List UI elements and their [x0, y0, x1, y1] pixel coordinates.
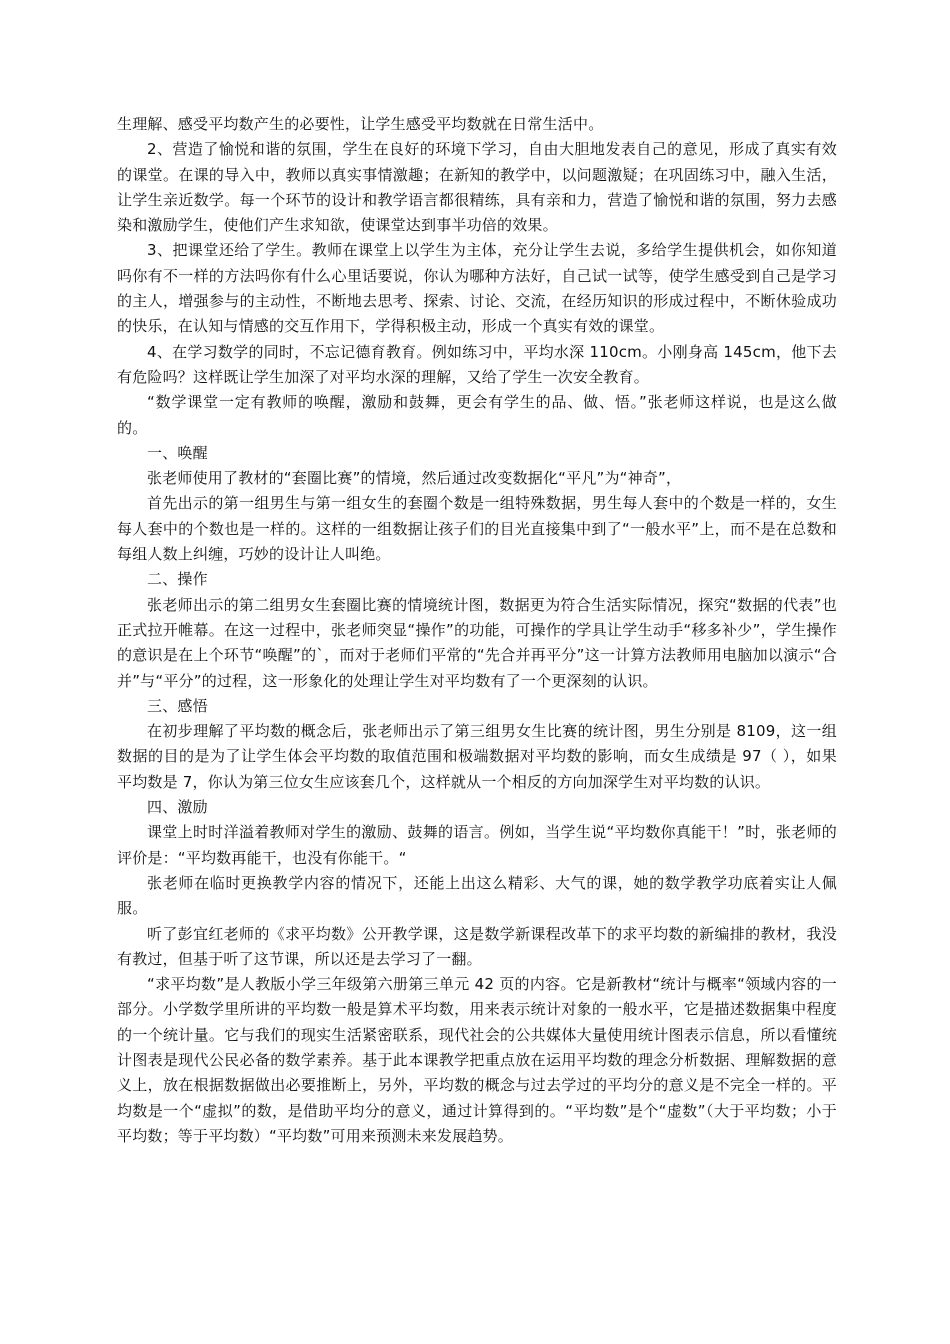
- section-heading: 一、唤醒: [147, 443, 208, 462]
- paragraph: 生理解、感受平均数产生的必要性，让学生感受平均数就在日常生活中。: [117, 115, 604, 133]
- section-heading: 四、激励: [147, 798, 208, 817]
- paragraph: 2、营造了愉悦和谐的氛围，学生在良好的环境下学习，自由大胆地发表自己的意见，形成了真实有效的课堂。在课的导入中，教师以真实事情激趣；在新知的教学中，以问题激疑；在巩固练习中，融入生活，让学生亲近数学。每一个环节的设计和教学语言都很精练，具有亲和力，营造了愉悦和谐的氛围，努力去感染和激励学生，使他们产生求知欲，使课堂达到事半功倍的效果。: [117, 140, 837, 235]
- document-page: [117, 112, 837, 1149]
- paragraph: 课堂上时时洋溢着教师对学生的激励、鼓舞的语言。例如，当学生说“平均数你真能干！”时，张老师的评价是：“平均数再能干，也没有你能干。“: [117, 823, 837, 867]
- paragraph: 在初步理解了平均数的概念后，张老师出示了第三组男女生比赛的统计图，男生分别是 8109，这一组数据的目的是为了让学生体会平均数的取值范围和极端数据对平均数的影响，而女生成绩是 97（ ），如果平均数是 7，你认为第三位女生应该套几个，这样就从一个相反的方向加深学生对平均数的认识。: [117, 722, 837, 791]
- paragraph: 张老师使用了教材的“套圈比赛”的情境，然后通过改变数据化“平凡”为“神奇”，: [147, 469, 682, 488]
- section-heading: 三、感悟: [147, 696, 208, 715]
- paragraph: 4、在学习数学的同时，不忘记德育教育。例如练习中，平均水深 110cm。小刚身高 145cm，他下去有危险吗？这样既让学生加深了对平均水深的理解，又给了学生一次安全教育。: [117, 342, 837, 386]
- paragraph: 3、把课堂还给了学生。教师在课堂上以学生为主体，充分让学生去说，多给学生提供机会，如你知道吗你有不一样的方法吗你有什么心里话要说，你认为哪种方法好，自己试一试等，使学生感受到自己是学习的主人，增强参与的主动性，不断地去思考、探索、讨论、交流，在经历知识的形成过程中，不断休验成功的快乐，在认知与情感的交互作用下，学得积极主动，形成一个真实有效的课堂。: [117, 241, 837, 336]
- paragraph: 首先出示的第一组男生与第一组女生的套圈个数是一组特殊数据，男生每人套中的个数是一样的，女生每人套中的个数也是一样的。这样的一组数据让孩子们的目光直接集中到了“一般水平”上，而不是在总数和每组人数上纠缠，巧妙的设计让人叫绝。: [117, 494, 837, 564]
- paragraph: “数学课堂一定有教师的唤醒，激励和鼓舞，更会有学生的品、做、悟。”张老师这样说，也是这么做的。: [117, 393, 837, 437]
- section-heading: 二、操作: [147, 570, 208, 589]
- paragraph: 听了彭宜红老师的《求平均数》公开教学课，这是数学新课程改革下的求平均数的新编排的教材，我没有教过，但基于听了这节课，所以还是去学习了一翻。: [117, 924, 837, 968]
- paragraph: 张老师在临时更换教学内容的情况下，还能上出这么精彩、大气的课，她的数学教学功底着实让人佩服。: [117, 873, 837, 918]
- paragraph: 张老师出示的第二组男女生套圈比赛的情境统计图，数据更为符合生活实际情况，探究“数据的代表”也正式拉开帷幕。在这一过程中，张老师突显“操作”的功能，可操作的学具让学生动手“移多补少”，学生操作的意识是在上个环节“唤醒”的`，而对于老师们平常的“先合并再平分”这一计算方法教师用电脑加以演示“合并”与“平分”的过程，这一形象化的处理让学生对平均数有了一个更深刻的认识。: [117, 595, 837, 690]
- paragraph: “求平均数”是人教版小学三年级第六册第三单元 42 页的内容。它是新教材“统计与概率“领域内容的一部分。小学数学里所讲的平均数一般是算术平均数，用来表示统计对象的一般水平，它是描述数据集中程度的一个统计量。它与我们的现实生活紧密联系，现代社会的公共媒体大量使用统计图表示信息，所以看懂统计图表是现代公民必备的数学素养。基于此本课教学把重点放在运用平均数的理念分析数据、理解数据的意义上，放在根据数据做出必要推断上，另外，平均数的概念与过去学过的平均分的意义是不完全一样的。平均数是一个“虚拟”的数，是借助平均分的意义，通过计算得到的。“平均数”是个“虚数”（大于平均数；小于平均数；等于平均数）“平均数”可用来预测未来发展趋势。: [117, 975, 837, 1145]
